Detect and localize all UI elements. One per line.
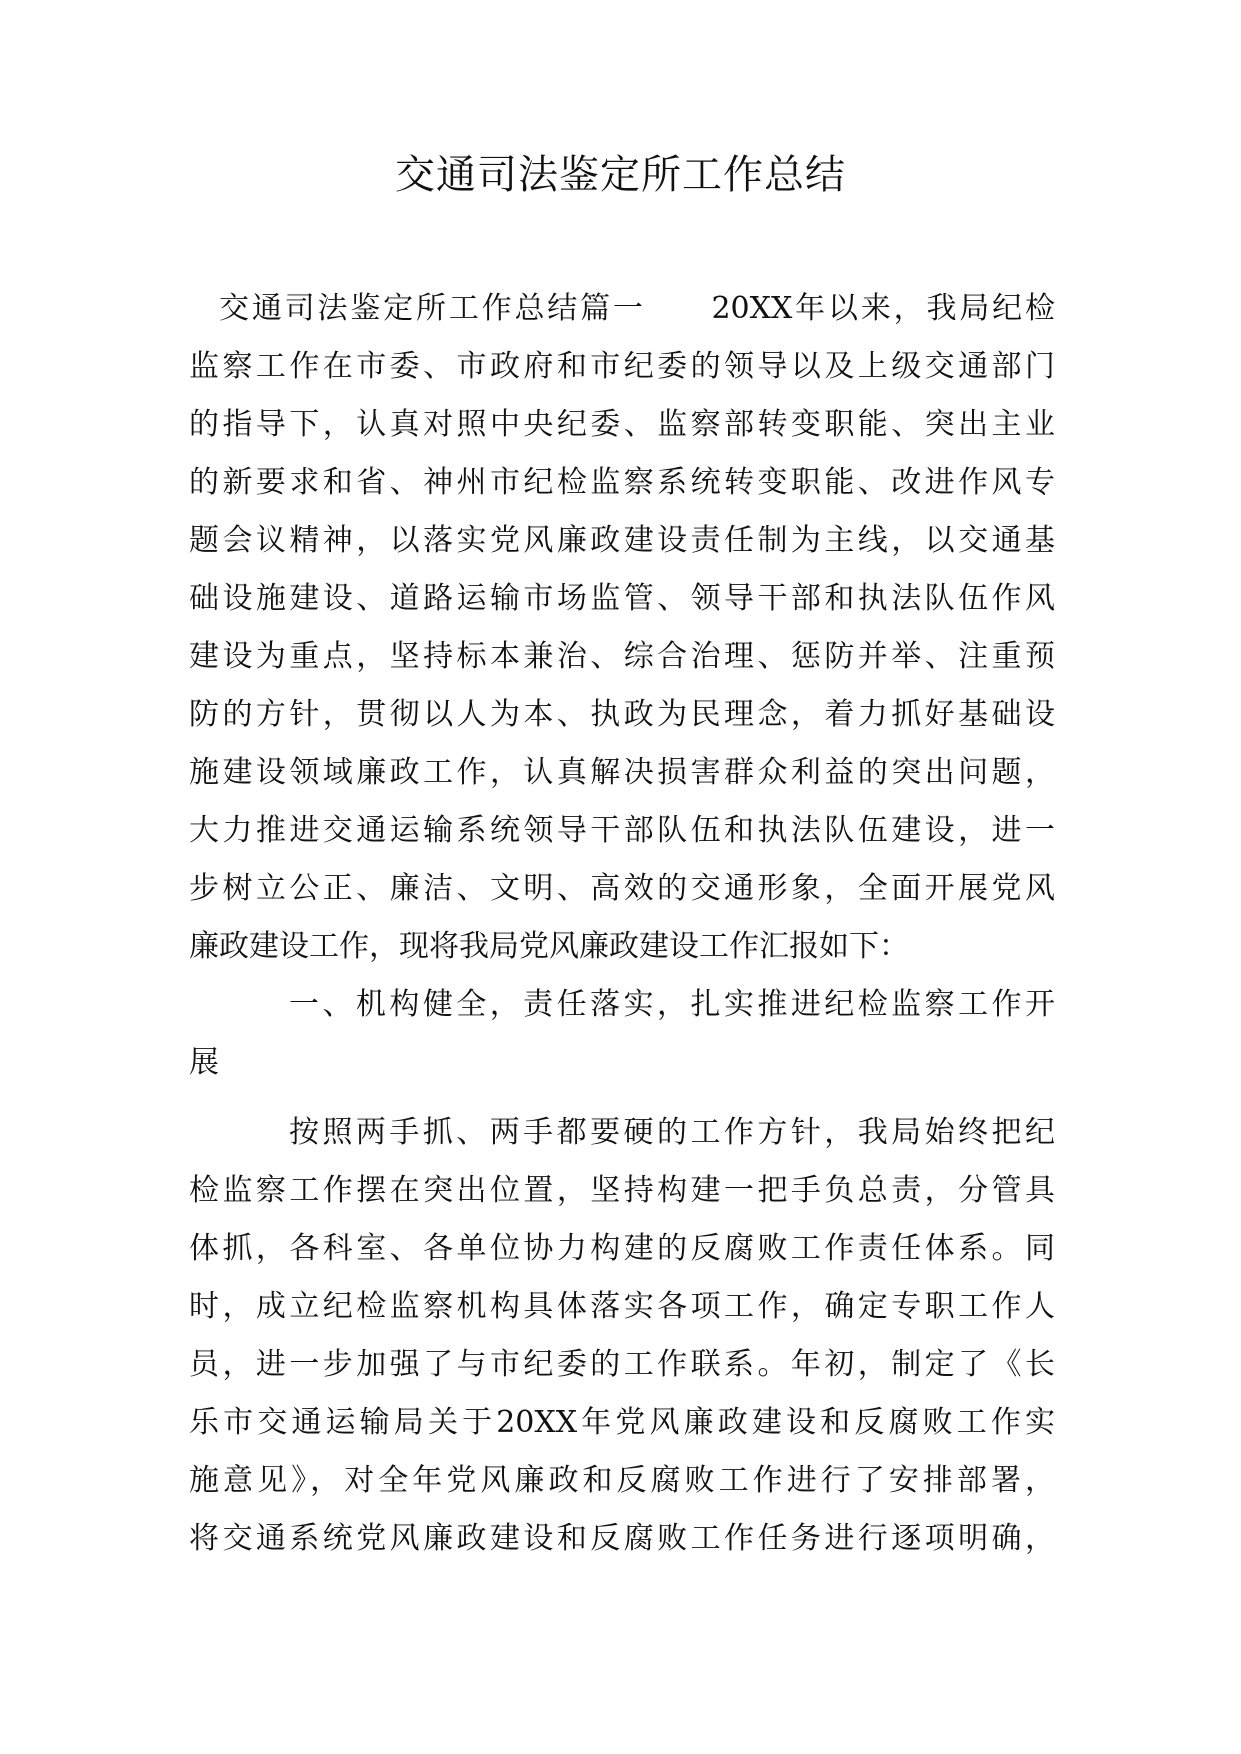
text-line: 员，进一步加强了与市纪委的工作联系。年初，制定了《长: [189, 1347, 1055, 1382]
text-line: 监察工作在市委、市政府和市纪委的领导以及上级交通部门: [189, 349, 1055, 384]
section-heading-line: 展: [189, 1045, 219, 1080]
document-body: [189, 280, 1055, 1568]
section-heading-line: 一、机构健全，责任落实，扎实推进纪检监察工作开: [289, 987, 1055, 1022]
text-line: 础设施建设、道路运输市场监管、领导干部和执法队伍作风: [189, 581, 1055, 616]
text-line: 体抓，各科室、各单位协力构建的反腐败工作责任体系。同: [189, 1231, 1055, 1266]
text-line: 施意见》，对全年党风廉政和反腐败工作进行了安排部署，: [189, 1463, 1055, 1498]
text-line: 时，成立纪检监察机构具体落实各项工作，确定专职工作人: [189, 1289, 1055, 1324]
text-line: 题会议精神，以落实党风廉政建设责任制为主线，以交通基: [189, 523, 1055, 558]
text-line: 将交通系统党风廉政建设和反腐败工作任务进行逐项明确，: [189, 1521, 1055, 1556]
text-line: 廉政建设工作，现将我局党风廉政建设工作汇报如下：: [189, 929, 909, 964]
text-line: 步树立公正、廉洁、文明、高效的交通形象，全面开展党风: [189, 871, 1055, 906]
text-line: 乐市交通运输局关于20XX年党风廉政建设和反腐败工作实: [189, 1405, 1055, 1440]
text-line: 大力推进交通运输系统领导干部队伍和执法队伍建设，进一: [189, 813, 1055, 848]
text-line: 的指导下，认真对照中央纪委、监察部转变职能、突出主业: [189, 407, 1055, 442]
text-line: 交通司法鉴定所工作总结篇一 20XX年以来，我局纪检: [219, 291, 1055, 326]
text-line: 建设为重点，坚持标本兼治、综合治理、惩防并举、注重预: [189, 639, 1055, 674]
text-line: 的新要求和省、神州市纪检监察系统转变职能、改进作风专: [189, 465, 1055, 500]
text-line: 检监察工作摆在突出位置，坚持构建一把手负总责，分管具: [189, 1173, 1055, 1208]
document-title: 交通司法鉴定所工作总结: [395, 152, 846, 198]
text-line: 防的方针，贯彻以人为本、执政为民理念，着力抓好基础设: [189, 697, 1055, 732]
text-line: 施建设领域廉政工作，认真解决损害群众利益的突出问题，: [189, 755, 1055, 790]
text-line: 按照两手抓、两手都要硬的工作方针，我局始终把纪: [289, 1115, 1055, 1150]
